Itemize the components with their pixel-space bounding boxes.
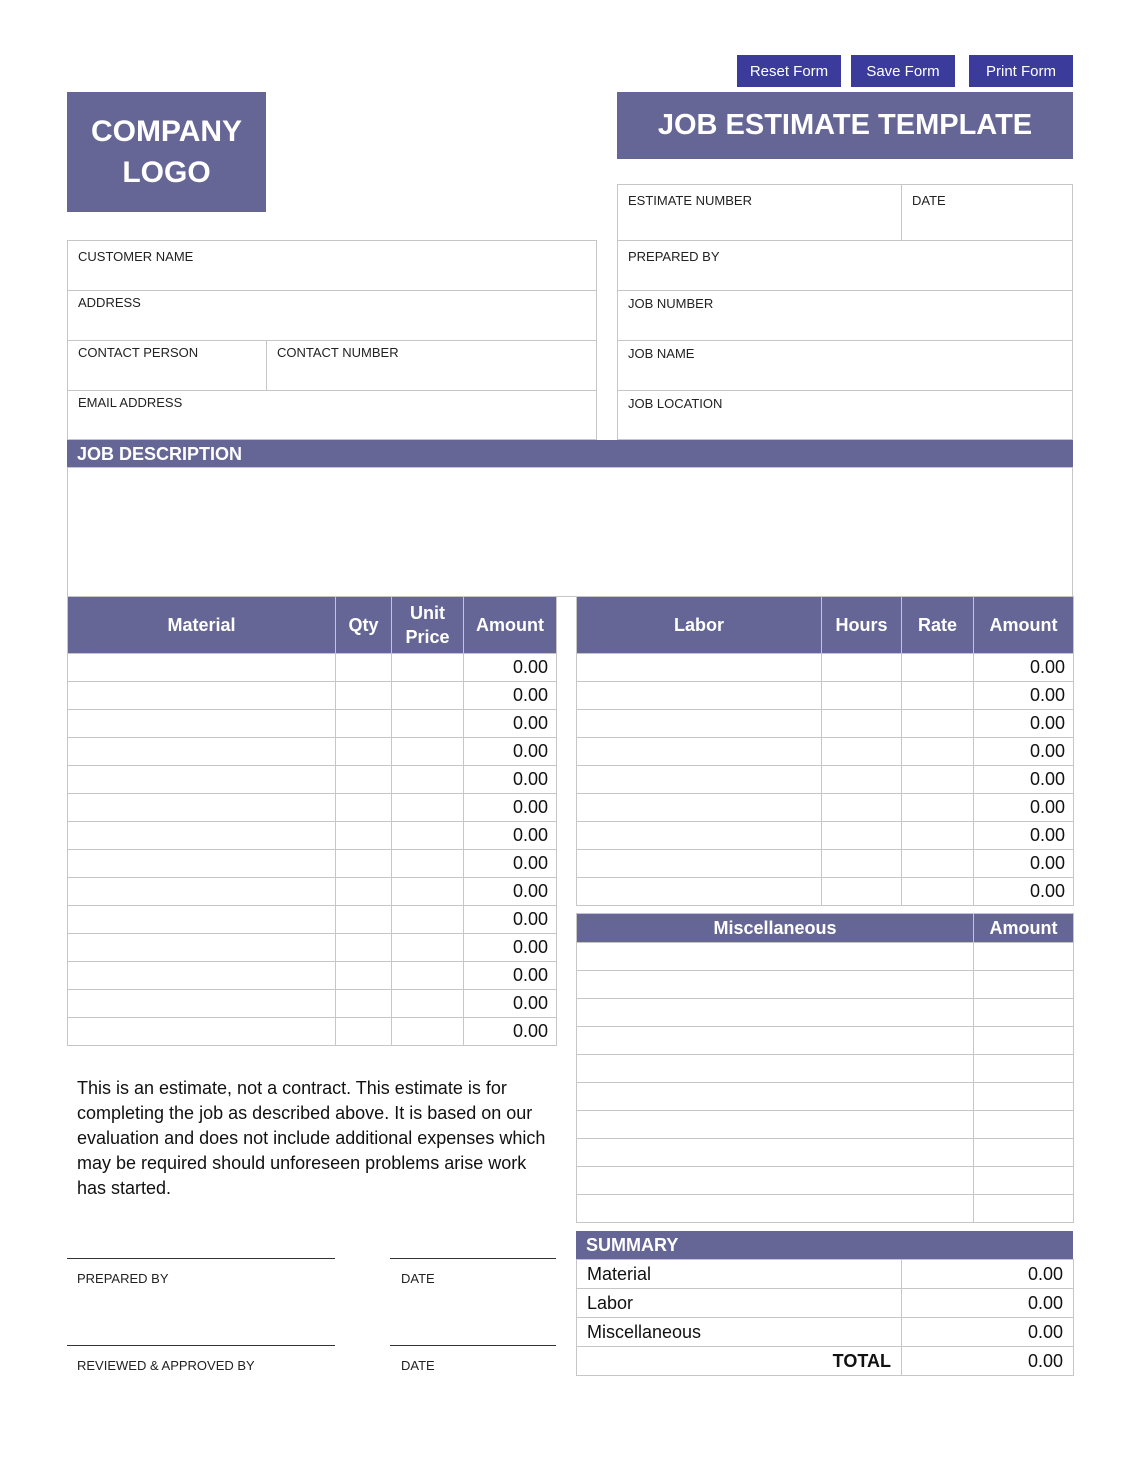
unit-price-cell[interactable] xyxy=(392,906,464,934)
rate-cell[interactable] xyxy=(902,710,974,738)
material-cell[interactable] xyxy=(68,850,336,878)
qty-cell[interactable] xyxy=(336,822,392,850)
disclaimer-text: This is an estimate, not a contract. This estimate is for completing the job as described above. It is based on our evaluation and does not include additional expenses which may be required should unforeseen problems arise work has started. xyxy=(77,1078,546,1198)
hours-cell[interactable] xyxy=(822,850,902,878)
misc-row xyxy=(577,1139,1074,1167)
date2-signature-label: DATE xyxy=(401,1358,435,1373)
material-amount-cell: 0.00 xyxy=(464,906,557,934)
labor-row xyxy=(577,738,1074,766)
date1-signature-line[interactable] xyxy=(390,1258,556,1259)
material-amount-cell: 0.00 xyxy=(464,990,557,1018)
material-cell[interactable] xyxy=(68,962,336,990)
labor-cell[interactable] xyxy=(577,822,822,850)
labor-cell[interactable] xyxy=(577,850,822,878)
material-amount-header: Amount xyxy=(464,597,557,654)
company-logo xyxy=(67,92,266,212)
email-address-label: EMAIL ADDRESS xyxy=(78,395,183,410)
rate-cell[interactable] xyxy=(902,766,974,794)
material-table xyxy=(67,596,557,1046)
summary-total-label: TOTAL xyxy=(577,1347,902,1376)
material-cell[interactable] xyxy=(68,710,336,738)
labor-amount-cell: 0.00 xyxy=(974,738,1074,766)
job-description-input[interactable] xyxy=(67,467,1073,597)
logo-line2: LOGO xyxy=(122,156,211,189)
misc-amount-cell[interactable] xyxy=(974,1055,1074,1083)
labor-row xyxy=(577,794,1074,822)
misc-amount-cell[interactable] xyxy=(974,1027,1074,1055)
material-row xyxy=(68,682,557,710)
material-row xyxy=(68,710,557,738)
date-field[interactable] xyxy=(901,184,1073,241)
misc-cell[interactable] xyxy=(577,1111,974,1139)
material-cell[interactable] xyxy=(68,794,336,822)
prepared-by-signature-label: PREPARED BY xyxy=(77,1271,169,1286)
material-row xyxy=(68,822,557,850)
unit-price-cell[interactable] xyxy=(392,710,464,738)
misc-cell[interactable] xyxy=(577,1195,974,1223)
unit-price-header: Unit Price xyxy=(392,597,464,654)
unit-price-cell[interactable] xyxy=(392,962,464,990)
hours-header: Hours xyxy=(822,597,902,654)
material-cell[interactable] xyxy=(68,766,336,794)
material-row xyxy=(68,1018,557,1046)
material-cell[interactable] xyxy=(68,822,336,850)
summary-heading: SUMMARY xyxy=(576,1231,1073,1259)
job-description-heading: JOB DESCRIPTION xyxy=(67,440,1073,468)
labor-cell[interactable] xyxy=(577,878,822,906)
unit-price-cell[interactable] xyxy=(392,990,464,1018)
labor-cell[interactable] xyxy=(577,766,822,794)
hours-cell[interactable] xyxy=(822,738,902,766)
job-number-label: JOB NUMBER xyxy=(628,296,714,311)
labor-cell[interactable] xyxy=(577,682,822,710)
labor-amount-cell: 0.00 xyxy=(974,766,1074,794)
save-form-button[interactable]: Save Form xyxy=(851,55,955,87)
labor-amount-cell: 0.00 xyxy=(974,654,1074,682)
labor-header: Labor xyxy=(577,597,822,654)
material-row xyxy=(68,738,557,766)
reviewed-by-signature-line[interactable] xyxy=(67,1345,335,1346)
misc-row xyxy=(577,1195,1074,1223)
misc-amount-cell[interactable] xyxy=(974,971,1074,999)
labor-cell[interactable] xyxy=(577,738,822,766)
summary-labor-label: Labor xyxy=(577,1289,902,1318)
labor-amount-cell: 0.00 xyxy=(974,850,1074,878)
print-form-button[interactable]: Print Form xyxy=(969,55,1073,87)
job-location-field[interactable] xyxy=(617,390,1073,440)
misc-cell[interactable] xyxy=(577,971,974,999)
qty-cell[interactable] xyxy=(336,794,392,822)
labor-cell[interactable] xyxy=(577,710,822,738)
reset-form-button[interactable]: Reset Form xyxy=(737,55,841,87)
material-row xyxy=(68,962,557,990)
labor-row xyxy=(577,654,1074,682)
qty-cell[interactable] xyxy=(336,990,392,1018)
qty-cell[interactable] xyxy=(336,962,392,990)
summary-total-value: 0.00 xyxy=(902,1347,1074,1376)
qty-cell[interactable] xyxy=(336,654,392,682)
labor-row xyxy=(577,766,1074,794)
rate-cell[interactable] xyxy=(902,822,974,850)
prepared-by-signature-line[interactable] xyxy=(67,1258,335,1259)
material-cell[interactable] xyxy=(68,1018,336,1046)
unit-price-cell[interactable] xyxy=(392,1018,464,1046)
misc-cell[interactable] xyxy=(577,999,974,1027)
material-row xyxy=(68,766,557,794)
contact-person-label: CONTACT PERSON xyxy=(78,345,199,360)
hours-cell[interactable] xyxy=(822,822,902,850)
misc-row xyxy=(577,943,1074,971)
unit-price-cell[interactable] xyxy=(392,794,464,822)
misc-row xyxy=(577,999,1074,1027)
qty-header: Qty xyxy=(336,597,392,654)
page-title: JOB ESTIMATE TEMPLATE xyxy=(617,92,1073,159)
reviewed-by-signature-label: REVIEWED & APPROVED BY xyxy=(77,1358,255,1373)
qty-cell[interactable] xyxy=(336,878,392,906)
material-amount-cell: 0.00 xyxy=(464,878,557,906)
labor-row xyxy=(577,850,1074,878)
misc-row xyxy=(577,1027,1074,1055)
qty-cell[interactable] xyxy=(336,710,392,738)
material-amount-cell: 0.00 xyxy=(464,710,557,738)
qty-cell[interactable] xyxy=(336,766,392,794)
rate-cell[interactable] xyxy=(902,878,974,906)
rate-cell[interactable] xyxy=(902,682,974,710)
labor-row xyxy=(577,710,1074,738)
email-address-field[interactable] xyxy=(67,390,597,440)
misc-amount-cell[interactable] xyxy=(974,1195,1074,1223)
material-row xyxy=(68,850,557,878)
misc-cell[interactable] xyxy=(577,1139,974,1167)
summary-misc-value: 0.00 xyxy=(902,1318,1074,1347)
summary-material-value: 0.00 xyxy=(902,1260,1074,1289)
misc-amount-cell[interactable] xyxy=(974,1083,1074,1111)
misc-table xyxy=(576,913,1074,1223)
material-row xyxy=(68,990,557,1018)
misc-amount-cell[interactable] xyxy=(974,1111,1074,1139)
material-cell[interactable] xyxy=(68,934,336,962)
unit-price-cell[interactable] xyxy=(392,654,464,682)
material-amount-cell: 0.00 xyxy=(464,962,557,990)
misc-amount-cell[interactable] xyxy=(974,1167,1074,1195)
prepared-by-field[interactable] xyxy=(617,240,1073,291)
hours-cell[interactable] xyxy=(822,794,902,822)
material-header: Material xyxy=(68,597,336,654)
job-location-label: JOB LOCATION xyxy=(628,396,723,411)
estimate-number-label: ESTIMATE NUMBER xyxy=(628,193,752,208)
estimate-number-field[interactable] xyxy=(617,184,902,241)
unit-price-cell[interactable] xyxy=(392,934,464,962)
summary-misc-label: Miscellaneous xyxy=(577,1318,902,1347)
misc-row xyxy=(577,1111,1074,1139)
material-amount-cell: 0.00 xyxy=(464,1018,557,1046)
labor-row xyxy=(577,822,1074,850)
misc-cell[interactable] xyxy=(577,1167,974,1195)
qty-cell[interactable] xyxy=(336,850,392,878)
unit-price-cell[interactable] xyxy=(392,682,464,710)
qty-cell[interactable] xyxy=(336,1018,392,1046)
misc-row xyxy=(577,1167,1074,1195)
summary-table xyxy=(576,1259,1074,1376)
material-cell[interactable] xyxy=(68,990,336,1018)
hours-cell[interactable] xyxy=(822,654,902,682)
job-number-field[interactable] xyxy=(617,290,1073,341)
material-row xyxy=(68,794,557,822)
material-amount-cell: 0.00 xyxy=(464,822,557,850)
misc-row xyxy=(577,1055,1074,1083)
address-field[interactable] xyxy=(67,290,597,341)
labor-amount-cell: 0.00 xyxy=(974,682,1074,710)
hours-cell[interactable] xyxy=(822,766,902,794)
material-cell[interactable] xyxy=(68,738,336,766)
labor-table xyxy=(576,596,1074,906)
misc-row xyxy=(577,1083,1074,1111)
labor-amount-header: Amount xyxy=(974,597,1074,654)
address-label: ADDRESS xyxy=(78,295,141,310)
hours-cell[interactable] xyxy=(822,682,902,710)
material-cell[interactable] xyxy=(68,878,336,906)
rate-header: Rate xyxy=(902,597,974,654)
qty-cell[interactable] xyxy=(336,738,392,766)
misc-cell[interactable] xyxy=(577,1055,974,1083)
qty-cell[interactable] xyxy=(336,906,392,934)
labor-cell[interactable] xyxy=(577,654,822,682)
material-cell[interactable] xyxy=(68,906,336,934)
material-row xyxy=(68,934,557,962)
material-cell[interactable] xyxy=(68,682,336,710)
rate-cell[interactable] xyxy=(902,738,974,766)
date-label: DATE xyxy=(912,193,946,208)
labor-cell[interactable] xyxy=(577,794,822,822)
rate-cell[interactable] xyxy=(902,794,974,822)
material-amount-cell: 0.00 xyxy=(464,850,557,878)
logo-line1: COMPANY xyxy=(90,115,243,148)
summary-labor-value: 0.00 xyxy=(902,1289,1074,1318)
customer-name-field[interactable] xyxy=(67,240,597,291)
unit-price-cell[interactable] xyxy=(392,850,464,878)
contact-person-field[interactable] xyxy=(67,340,267,391)
misc-amount-cell[interactable] xyxy=(974,943,1074,971)
labor-amount-cell: 0.00 xyxy=(974,794,1074,822)
unit-price-cell[interactable] xyxy=(392,822,464,850)
material-row xyxy=(68,906,557,934)
customer-name-label: CUSTOMER NAME xyxy=(78,249,194,264)
unit-price-cell[interactable] xyxy=(392,766,464,794)
unit-price-cell[interactable] xyxy=(392,738,464,766)
misc-cell[interactable] xyxy=(577,1027,974,1055)
date1-signature-label: DATE xyxy=(401,1271,435,1286)
rate-cell[interactable] xyxy=(902,850,974,878)
misc-amount-cell[interactable] xyxy=(974,999,1074,1027)
hours-cell[interactable] xyxy=(822,710,902,738)
misc-cell[interactable] xyxy=(577,943,974,971)
qty-cell[interactable] xyxy=(336,934,392,962)
material-amount-cell: 0.00 xyxy=(464,682,557,710)
material-amount-cell: 0.00 xyxy=(464,654,557,682)
material-cell[interactable] xyxy=(68,654,336,682)
labor-row xyxy=(577,878,1074,906)
unit-price-cell[interactable] xyxy=(392,878,464,906)
misc-cell[interactable] xyxy=(577,1083,974,1111)
summary-material-label: Material xyxy=(577,1260,902,1289)
material-row xyxy=(68,654,557,682)
labor-amount-cell: 0.00 xyxy=(974,878,1074,906)
material-amount-cell: 0.00 xyxy=(464,766,557,794)
prepared-by-label: PREPARED BY xyxy=(628,249,720,264)
material-amount-cell: 0.00 xyxy=(464,794,557,822)
contact-number-field[interactable] xyxy=(266,340,597,391)
misc-header: Miscellaneous xyxy=(577,914,974,943)
labor-amount-cell: 0.00 xyxy=(974,710,1074,738)
labor-row xyxy=(577,682,1074,710)
material-amount-cell: 0.00 xyxy=(464,934,557,962)
contact-number-label: CONTACT NUMBER xyxy=(277,345,399,360)
rate-cell[interactable] xyxy=(902,654,974,682)
date2-signature-line[interactable] xyxy=(390,1345,556,1346)
qty-cell[interactable] xyxy=(336,682,392,710)
labor-amount-cell: 0.00 xyxy=(974,822,1074,850)
job-name-label: JOB NAME xyxy=(628,346,695,361)
material-row xyxy=(68,878,557,906)
misc-amount-header: Amount xyxy=(974,914,1074,943)
misc-amount-cell[interactable] xyxy=(974,1139,1074,1167)
misc-row xyxy=(577,971,1074,999)
material-amount-cell: 0.00 xyxy=(464,738,557,766)
hours-cell[interactable] xyxy=(822,878,902,906)
job-name-field[interactable] xyxy=(617,340,1073,391)
